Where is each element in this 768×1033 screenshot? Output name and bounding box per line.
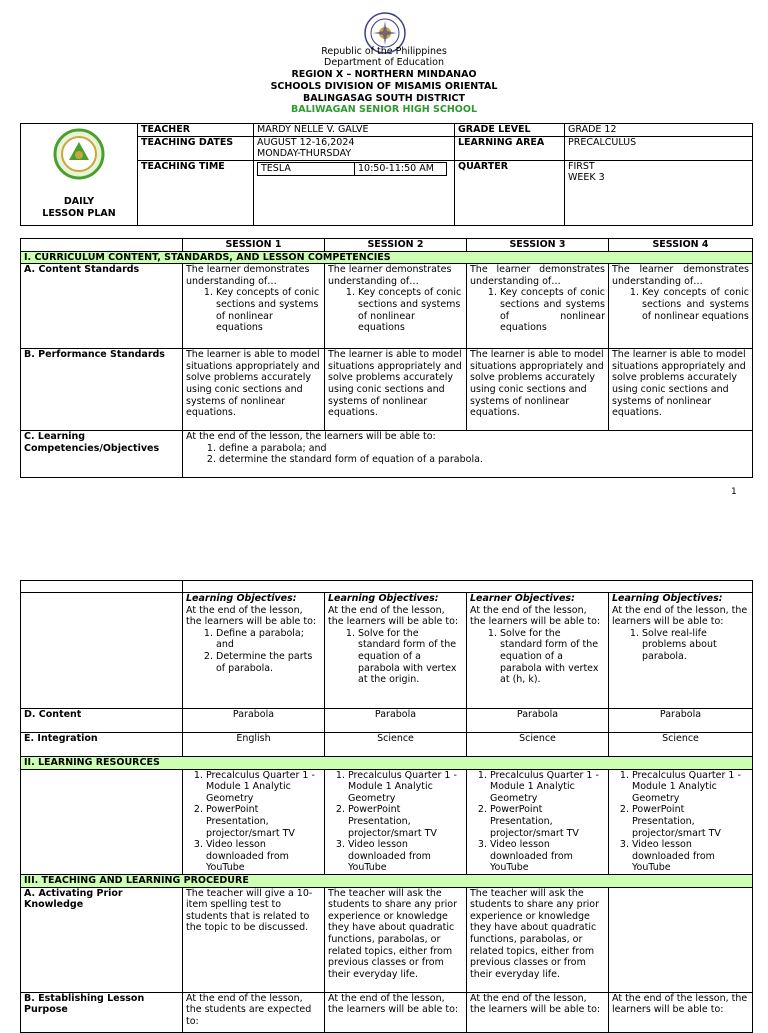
learning-area-value: PRECALCULUS	[565, 136, 753, 160]
content-standards-intro: The learner demonstrates understanding of…	[612, 264, 749, 287]
objectives-heading: Learner Objectives:	[470, 593, 575, 604]
resource-item: 3. Video lesson downloaded from YouTube	[348, 839, 463, 874]
teaching-time-value	[254, 160, 455, 225]
resources-s2	[325, 769, 467, 874]
objectives-intro: At the end of the lesson, the learners will be able to:	[470, 604, 601, 628]
performance-standards-label: B. Performance Standards	[21, 349, 183, 431]
curriculum-table	[20, 238, 753, 478]
quarter-label: QUARTER	[455, 160, 565, 225]
section-teaching-procedure-heading: III. TEACHING AND LEARNING PROCEDURE	[21, 874, 753, 887]
activating-s1: The teacher will give a 10-item spelling test to students that is related to the topic to be discussed.	[183, 887, 325, 992]
resource-item: 2. PowerPoint Presentation, projector/smart TV	[632, 804, 749, 839]
resource-item: 2. PowerPoint Presentation, projector/smart TV	[490, 804, 605, 839]
performance-standards-s1: The learner is able to model situations appropriately and solve problems accurately using conic sections and systems of nonlinear equations.	[183, 349, 325, 431]
d-content-label: D. Content	[21, 709, 183, 733]
section-learning-resources-heading: II. LEARNING RESOURCES	[21, 757, 753, 770]
learning-area-label: LEARNING AREA	[455, 136, 565, 160]
d-content-s3: Parabola	[467, 709, 609, 733]
objectives-heading: Learning Objectives:	[328, 593, 439, 604]
e-integration-s3: Science	[467, 733, 609, 757]
content-standards-intro: The learner demonstrates understanding of…	[186, 264, 310, 287]
teacher-value: MARDY NELLE V. GALVE	[254, 124, 455, 137]
resource-item: 2. PowerPoint Presentation, projector/smart TV	[348, 804, 463, 839]
objectives-heading: Learning Objectives:	[612, 593, 723, 604]
week-text: WEEK 3	[568, 172, 605, 184]
resources-label-blank	[21, 769, 183, 874]
objectives-s1	[183, 593, 325, 709]
content-standards-intro: The learner demonstrates understanding of…	[470, 264, 605, 287]
days-value: MONDAY-THURSDAY	[257, 148, 352, 160]
resource-item: 2. PowerPoint Presentation, projector/smart TV	[206, 804, 321, 839]
session-header-blank	[21, 239, 183, 252]
header-department: Department of Education	[324, 57, 444, 68]
quarter-value	[565, 160, 753, 225]
time-slot: 10:50-11:50 AM	[358, 162, 434, 174]
resource-item: 3. Video lesson downloaded from YouTube	[206, 839, 321, 874]
content-standards-s4	[609, 264, 753, 349]
procedure-table	[20, 580, 753, 1033]
d-content-s2: Parabola	[325, 709, 467, 733]
header-school: BALIWAGAN SENIOR HIGH SCHOOL	[290, 104, 478, 115]
content-standards-item: 1. Key concepts of conic sections and systems of nonlinear equations	[216, 287, 321, 333]
e-integration-label: E. Integration	[21, 733, 183, 757]
section-name: TESLA	[258, 163, 355, 175]
activating-s2: The teacher will ask the students to share any prior experience or knowledge they have about quadratic functions, parabolas, or related topics, either from previous classes or from their everyday life.	[325, 887, 467, 992]
grade-level-label: GRADE LEVEL	[455, 124, 565, 137]
objective-item: 2. Determine the parts of parabola.	[216, 651, 321, 674]
objectives-s2	[325, 593, 467, 709]
e-integration-s1: English	[183, 733, 325, 757]
competencies-intro: At the end of the lesson, the learners will be able to:	[186, 431, 436, 443]
competency-item: 2. determine the standard form of equation of a parabola.	[219, 454, 749, 466]
header-division: SCHOOLS DIVISION OF MISAMIS ORIENTAL	[270, 81, 498, 92]
objectives-intro: At the end of the lesson, the learners will be able to:	[328, 604, 459, 628]
school-logo-cell	[21, 124, 138, 226]
performance-standards-s2: The learner is able to model situations appropriately and solve problems accurately using conic sections and systems of nonlinear equations.	[325, 349, 467, 431]
establishing-s4: At the end of the lesson, the learners will be able to:	[609, 992, 753, 1032]
dates-value: AUGUST 12-16,2024	[257, 136, 355, 148]
content-standards-item: 1. Key concepts of conic sections and systems of nonlinear equations	[642, 287, 749, 322]
header-region: REGION X – NORTHERN MINDANAO	[291, 69, 477, 80]
establishing-label: B. Establishing Lesson Purpose	[21, 992, 183, 1032]
objective-item: 1. Define a parabola; and	[216, 628, 321, 651]
resources-s1	[183, 769, 325, 874]
competencies-label: C. Learning Competencies/Objectives	[21, 431, 183, 478]
objectives-intro: At the end of the lesson, the learners will be able to:	[186, 604, 317, 628]
session-2-header: SESSION 2	[325, 239, 467, 252]
top-blank-cell	[21, 581, 183, 593]
content-standards-label: A. Content Standards	[21, 264, 183, 349]
teaching-dates-label: TEACHING DATES	[138, 136, 254, 160]
resource-item: 1. Precalculus Quarter 1 - Module 1 Analytic Geometry	[348, 770, 463, 805]
teacher-label: TEACHER	[138, 124, 254, 137]
session-4-header: SESSION 4	[609, 239, 753, 252]
e-integration-s4: Science	[609, 733, 753, 757]
activating-label: A. Activating Prior Knowledge	[21, 887, 183, 992]
page-number: 1	[731, 487, 737, 497]
daily-lesson-plan-title: DAILY LESSON PLAN	[42, 195, 116, 219]
resource-item: 1. Precalculus Quarter 1 - Module 1 Analytic Geometry	[206, 770, 321, 805]
d-content-s4: Parabola	[609, 709, 753, 733]
competency-item: 1. define a parabola; and	[219, 443, 749, 455]
objectives-heading: Learning Objectives:	[186, 593, 297, 604]
lesson-info-table	[20, 123, 753, 226]
header-district: BALINGASAG SOUTH DISTRICT	[303, 93, 465, 104]
resources-s3	[467, 769, 609, 874]
school-logo	[53, 128, 105, 180]
grade-level-value: GRADE 12	[565, 124, 753, 137]
objectives-s3	[467, 593, 609, 709]
establishing-s3: At the end of the lesson, the learners will be able to:	[467, 992, 609, 1032]
resource-item: 3. Video lesson downloaded from YouTube	[632, 839, 749, 874]
competencies-content	[183, 431, 753, 478]
teaching-time-box	[257, 162, 447, 176]
content-standards-intro: The learner demonstrates understanding of…	[328, 264, 452, 287]
performance-standards-s3: The learner is able to model situations appropriately and solve problems accurately using conic sections and systems of nonlinear equations.	[467, 349, 609, 431]
objectives-intro: At the end of the lesson, the learners will be able to:	[612, 604, 748, 628]
content-standards-s1	[183, 264, 325, 349]
content-standards-s2	[325, 264, 467, 349]
resources-s4	[609, 769, 753, 874]
d-content-s1: Parabola	[183, 709, 325, 733]
teaching-dates-value	[254, 136, 455, 160]
objective-item: 1. Solve for the standard form of the equation of a parabola with vertex at (h, k).	[500, 628, 605, 686]
resource-item: 1. Precalculus Quarter 1 - Module 1 Analytic Geometry	[632, 770, 749, 805]
objectives-label-blank	[21, 593, 183, 709]
content-standards-s3	[467, 264, 609, 349]
activating-s4	[609, 887, 753, 992]
content-standards-item: 1. Key concepts of conic sections and systems of nonlinear equations	[500, 287, 605, 333]
establishing-s2: At the end of the lesson, the learners will be able to:	[325, 992, 467, 1032]
teaching-time-label: TEACHING TIME	[138, 160, 254, 225]
objectives-s4	[609, 593, 753, 709]
section-curriculum-heading: I. CURRICULUM CONTENT, STANDARDS, AND LESSON COMPETENCIES	[21, 251, 753, 264]
activating-s3: The teacher will ask the students to share any prior experience or knowledge they have about quadratic functions, parabolas, or related topics, either from previous classes or from their everyday life.	[467, 887, 609, 992]
resource-item: 1. Precalculus Quarter 1 - Module 1 Analytic Geometry	[490, 770, 605, 805]
content-standards-item: 1. Key concepts of conic sections and systems of nonlinear equations	[358, 287, 463, 333]
top-blank-span	[183, 581, 753, 593]
establishing-s1: At the end of the lesson, the students are expected to:	[183, 992, 325, 1032]
session-1-header: SESSION 1	[183, 239, 325, 252]
performance-standards-s4: The learner is able to model situations appropriately and solve problems accurately using conic sections and systems of nonlinear equations.	[609, 349, 753, 431]
e-integration-s2: Science	[325, 733, 467, 757]
header-republic: Republic of the Philippines	[321, 46, 447, 57]
objective-item: 1. Solve real-life problems about parabola.	[642, 628, 749, 663]
quarter-text: FIRST	[568, 160, 595, 172]
session-3-header: SESSION 3	[467, 239, 609, 252]
objective-item: 1. Solve for the standard form of the equation of a parabola with vertex at the origin.	[358, 628, 463, 686]
resource-item: 3. Video lesson downloaded from YouTube	[490, 839, 605, 874]
